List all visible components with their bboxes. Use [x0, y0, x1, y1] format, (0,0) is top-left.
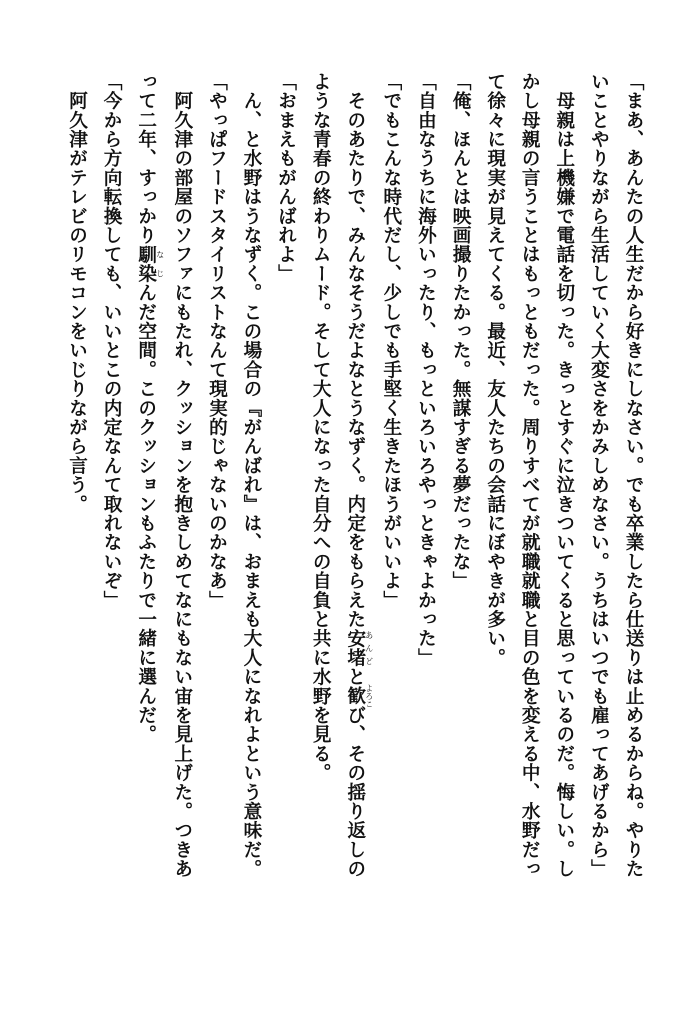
- text-segment: ん、と水野はうなずく。この場合の『がんばれ』は、おまえも大人になれよという意味だ。: [240, 72, 262, 879]
- text-line: [615, 72, 650, 952]
- ruby-reading: よろこ: [364, 684, 374, 709]
- text-segment: んだ空間。このクッションもふたりで一緒に選んだ。: [135, 283, 157, 745]
- ruby-word: [344, 684, 374, 709]
- ruby-reading: あんど: [364, 628, 374, 668]
- text-line: [164, 72, 199, 952]
- ruby-word: [344, 628, 374, 668]
- text-segment: 「まあ、あんたの人生だから好きにしなさい。でも卒業したら仕送りは止めるからね。やりた: [623, 72, 644, 879]
- text-line: [373, 72, 408, 952]
- text-segment: て徐々に現実が見えてくる。最近、友人たちの会話にぼやきが多い。: [484, 72, 506, 668]
- ruby-word: [135, 244, 165, 284]
- text-line: [199, 72, 234, 952]
- text-line: [581, 72, 616, 952]
- text-line: [128, 72, 164, 952]
- text-segment: 母親は上機嫌で電話を切った。きっとすぐに泣きついてくると思っているのだ。悔しい。し: [553, 72, 575, 879]
- text-segment: いことやりながら生活していく大変さをかみしめなさい。うちはいつでも雇ってあげるから」: [588, 72, 610, 879]
- text-segment: って二年、すっかり: [135, 72, 157, 245]
- text-line: [477, 72, 512, 952]
- text-segment: と: [344, 667, 366, 687]
- text-line: [268, 72, 303, 952]
- vertical-text-block: [59, 72, 650, 952]
- ruby-base: 馴染: [135, 244, 157, 284]
- text-segment: 「でもこんな時代だし、少しでも手堅く生きたほうがいいよ」: [380, 72, 402, 610]
- text-segment: 「俺、ほんとは映画撮りたかった。無謀すぎる夢だったな」: [450, 72, 472, 591]
- text-line: [303, 72, 338, 952]
- ruby-reading: なじ: [155, 244, 165, 284]
- text-segment: かし母親の言うことはもっともだった。周りすべてが就職就職と目の色を変える中、水野だっ: [519, 72, 541, 879]
- text-segment: ような青春の終わりムード。そして大人になった自分への自負と共に水野を見る。: [310, 72, 332, 783]
- text-segment: 「自由なうちに海外いったり、もっといろいろやっときゃよかった」: [415, 72, 437, 668]
- text-segment: 阿久津の部屋のソファにもたれ、クッションを抱きしめてなにもない宙を見上げた。つきあ: [171, 72, 193, 879]
- text-segment: 「やっぱフードスタイリストなんて現実的じゃないのかなあ」: [206, 72, 228, 610]
- ruby-base: 歓: [344, 684, 366, 709]
- text-line: [512, 72, 547, 952]
- text-segment: そのあたりで、みんなそうだよなとうなずく。内定をもらえた: [344, 72, 366, 629]
- text-line: [442, 72, 477, 952]
- text-segment: 「おまえもがんばれよ」: [275, 72, 297, 284]
- ruby-base: 安堵: [344, 628, 366, 668]
- text-segment: 「今から方向転換しても、いいとこの内定なんて取れないぞ」: [101, 72, 123, 610]
- text-line: [94, 72, 129, 952]
- text-line: [546, 72, 581, 952]
- text-line: [408, 72, 443, 952]
- text-line: [337, 72, 373, 952]
- text-segment: 阿久津がテレビのリモコンをいじりながら言う。: [66, 72, 88, 514]
- text-segment: び、その揺り返しの: [344, 705, 366, 879]
- text-line: [233, 72, 268, 952]
- text-line: [59, 72, 94, 952]
